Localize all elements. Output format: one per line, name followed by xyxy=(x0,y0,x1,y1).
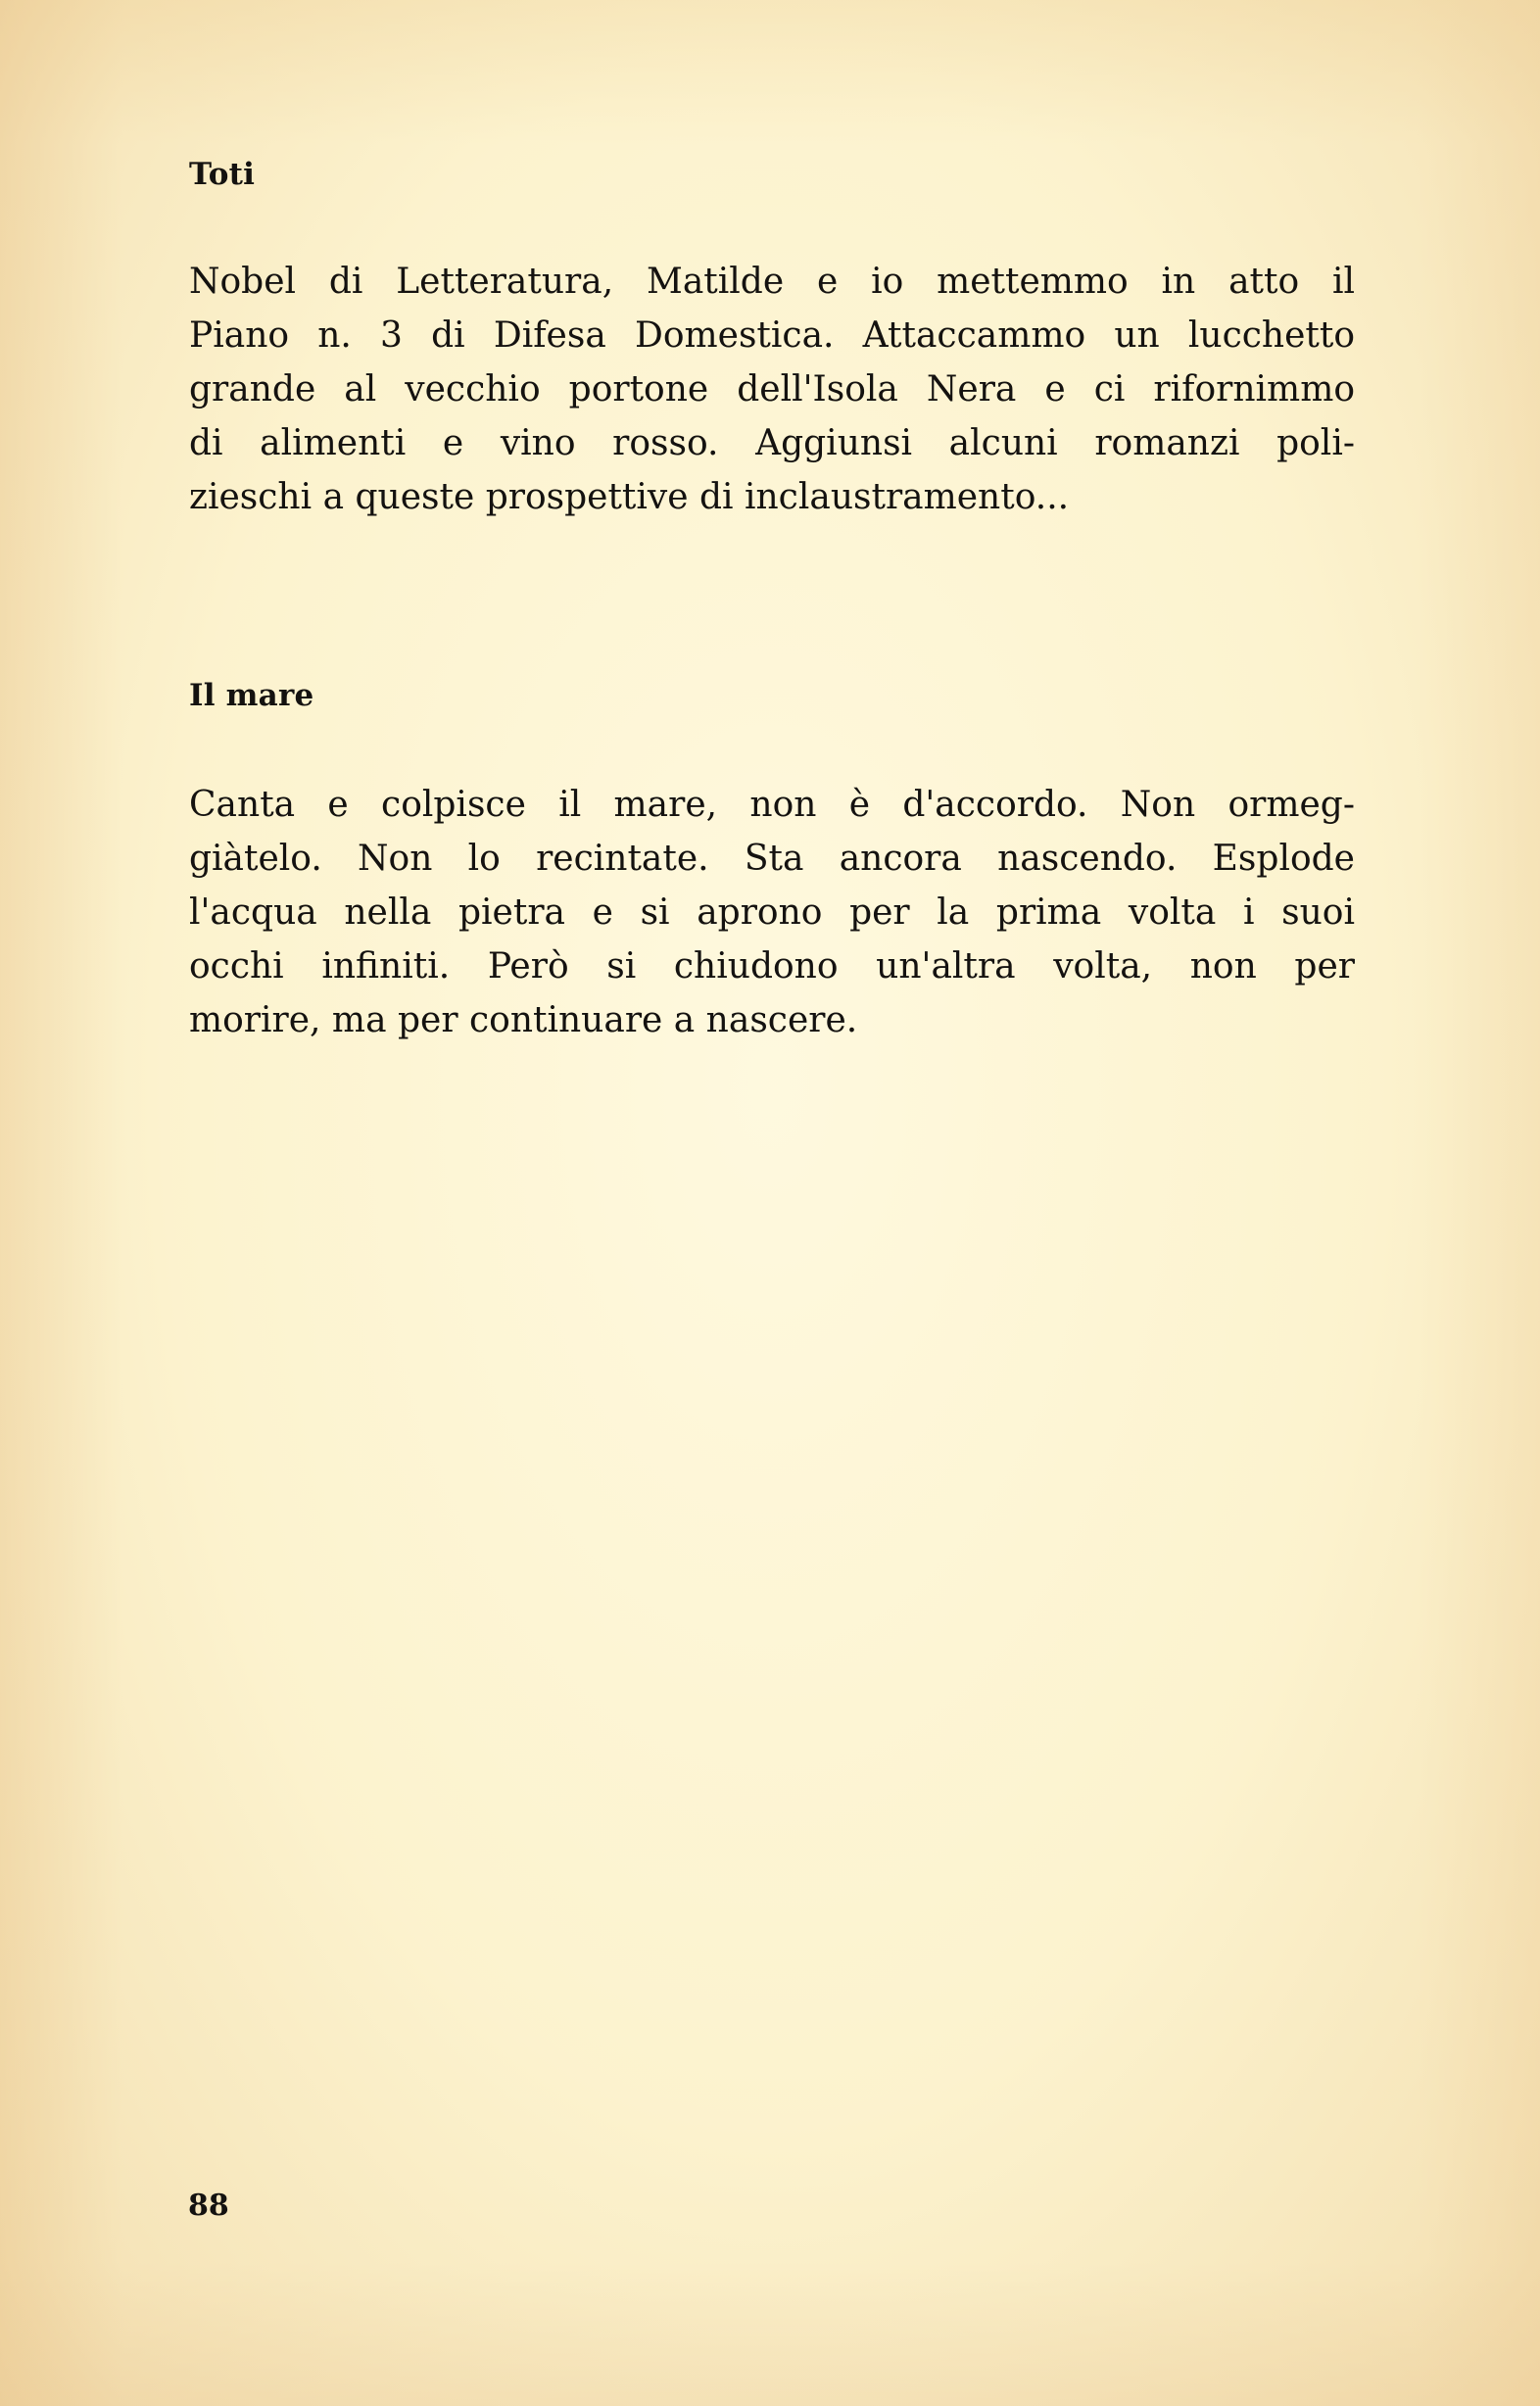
paragraph-toti xyxy=(189,255,1355,524)
text-line: occhi infiniti. Però si chiudono un'altra volta, non per xyxy=(189,946,1355,986)
section-heading-il-mare: Il mare xyxy=(189,678,314,713)
text-line: morire, ma per continuare a nascere. xyxy=(189,1000,858,1040)
text-line: di alimenti e vino rosso. Aggiunsi alcuni romanzi poli- xyxy=(189,423,1355,463)
text-line: zieschi a queste prospettive di inclaustramento... xyxy=(189,477,1070,517)
text-line: giàtelo. Non lo recintate. Sta ancora nascendo. Esplode xyxy=(189,839,1355,879)
text-line: l'acqua nella pietra e si aprono per la prima volta i suoi xyxy=(189,892,1355,933)
text-line: grande al vecchio portone dell'Isola Nera e ci rifornimmo xyxy=(189,369,1355,409)
text-line: Piano n. 3 di Difesa Domestica. Attaccammo un lucchetto xyxy=(189,315,1355,356)
page-number: 88 xyxy=(188,2189,229,2223)
text-line: Nobel di Letteratura, Matilde e io mettemmo in atto il xyxy=(189,262,1355,302)
paragraph-il-mare xyxy=(189,778,1355,1047)
text-line: Canta e colpisce il mare, non è d'accordo. Non ormeg- xyxy=(189,785,1355,825)
section-heading-toti: Toti xyxy=(189,157,256,192)
